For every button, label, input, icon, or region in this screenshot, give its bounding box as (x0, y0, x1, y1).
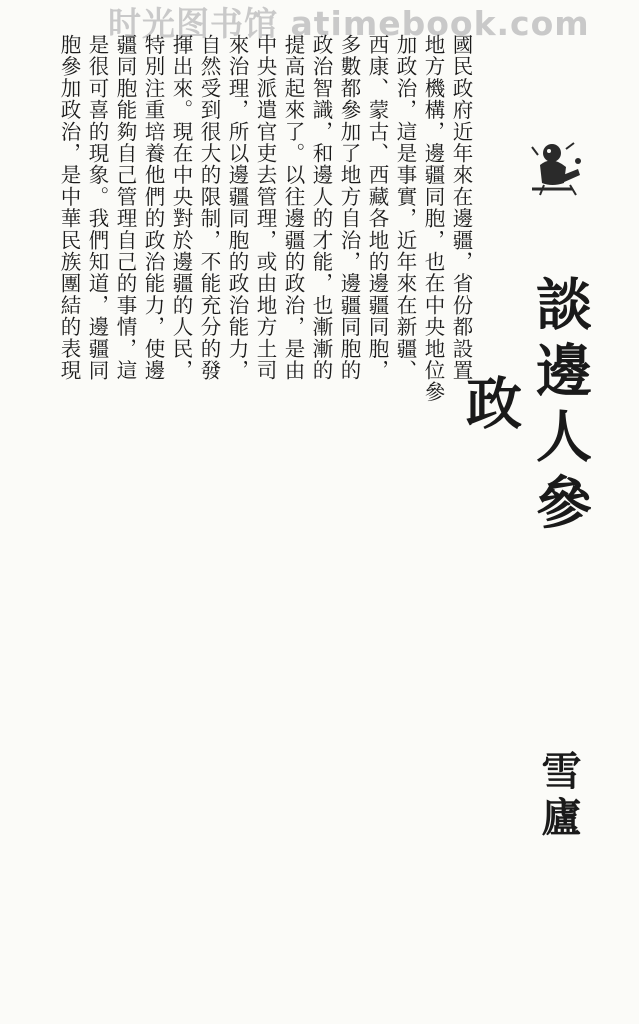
text-column: 地方機構，邊疆同胞，也在中央地位參 (421, 34, 445, 403)
text-column: 特別注重培養他們的政治能力，使邊 (141, 34, 165, 382)
text-column: 揮出來。現在中央對於邊疆的人民， (169, 34, 193, 382)
text-column: 國民政府近年來在邊疆，省份都設置 (449, 34, 473, 382)
text-column: 中央派遣官吏去管理，或由地方土司 (253, 34, 277, 382)
text-column: 提高起來了。以往邊疆的政治，是由 (281, 34, 305, 382)
article-body (56, 34, 472, 989)
text-column: 胞參加政治，是中華民族團結的表現 (57, 34, 81, 382)
article-title: 談邊人參政 (457, 275, 593, 539)
text-column: 疆同胞能夠自己管理自己的事情，這 (113, 34, 137, 382)
text-column: 是很可喜的現象。我們知道，邊疆同 (85, 34, 109, 382)
text-column: 西康、蒙古、西藏各地的邊疆同胞， (365, 34, 389, 382)
text-column: 政治智識，和邊人的才能，也漸漸的 (309, 34, 333, 382)
site-watermark: 时光图书馆 atimebook.com (108, 4, 590, 43)
article-author: 雪廬 (535, 750, 582, 842)
text-column: 多數都參加了地方自治，邊疆同胞的 (337, 34, 361, 382)
text-column: 加政治，這是事實，近年來在新疆、 (393, 34, 417, 382)
text-column: 自然受到很大的限制，不能充分的發 (197, 34, 221, 382)
text-column: 來治理，所以邊疆同胞的政治能力， (225, 34, 249, 382)
ink-illustration-icon (518, 125, 598, 205)
